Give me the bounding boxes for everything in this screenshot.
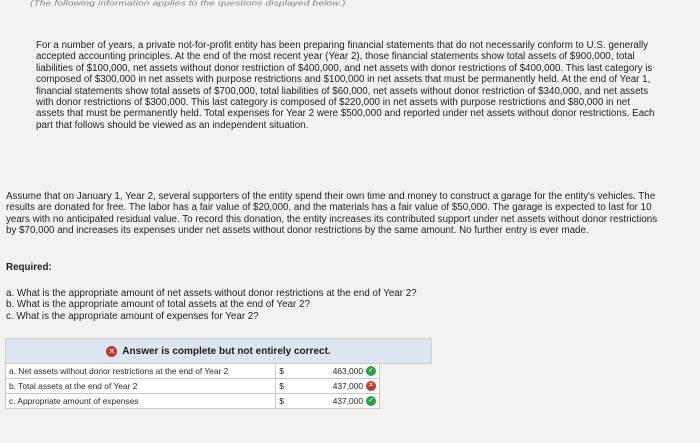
answer-row-c [6, 394, 380, 409]
question-b: b. What is the appropriate amount of total assets at the end of Year 2? [6, 299, 310, 311]
currency-symbol: $ [276, 394, 305, 409]
assumption-paragraph: Assume that on January 1, Year 2, several supporters of the entity spend their own time and money to construct a garage for the entity's vehicles. The results are donated for free. The labor has a fair value of $20,000, and the materials has a fair value of $50,000. The garage is expected to last for 10 years with no anticipated residual value. To record this donation, the entity increases its contributed support under net assets without donor restrictions by $70,000 and increases its expenses under net assets without donor restrictions by the same amount. No further entry is ever made. [6, 191, 658, 237]
question-c: c. What is the appropriate amount of expenses for Year 2? [6, 310, 259, 322]
incorrect-x-icon: ✕ [106, 346, 117, 357]
x-icon: ✕ [366, 381, 376, 391]
required-heading: Required: [6, 262, 52, 273]
question-a: a. What is the appropriate amount of net assets without donor restrictions at the end of Year 2? [6, 288, 417, 299]
answer-value[interactable]: 437,000 [332, 395, 363, 406]
answer-row-a [6, 364, 380, 379]
answer-input-b[interactable] [305, 379, 380, 394]
answer-input-a[interactable] [305, 364, 380, 379]
answer-label: a. Net assets without donor restrictions at the end of Year 2 [6, 364, 276, 379]
answer-value[interactable]: 437,000 [332, 380, 363, 391]
answer-row-b [6, 379, 380, 394]
answer-table [5, 363, 380, 409]
check-icon: ✓ [366, 366, 376, 376]
answer-label: b. Total assets at the end of Year 2 [6, 379, 276, 394]
question-list [6, 288, 666, 322]
answer-input-c[interactable] [305, 394, 380, 409]
header-instruction: (The following information applies to the questions displayed below.) [30, 0, 346, 8]
result-banner [5, 338, 432, 364]
check-icon: ✓ [366, 396, 376, 406]
answer-label: c. Appropriate amount of expenses [6, 394, 276, 409]
scenario-paragraph: For a number of years, a private not-for-profit entity has been preparing financial statements that do not necessarily conform to U.S. generally accepted accounting principles. At the end of the most recent year (Year 2), those financial statements show total assets of $900,000, total liabilities of $100,000, net assets without donor restriction of $400,000, and net assets with donor restrictions of $400,000. This last category is composed of $300,000 in net assets with purpose restrictions and $100,000 in net assets that must be permanently held. At the end of Year 1, financial statements show total assets of $700,000, total liabilities of $60,000, net assets without donor restriction of $340,000, and net assets with donor restrictions of $300,000. This last category is composed of $220,000 in net assets with purpose restrictions and $80,000 in net assets that must be permanently held. Total expenses for Year 2 were $500,000 and reported under net assets without donor restrictions. Each part that follows should be viewed as an independent situation. [36, 40, 655, 131]
answer-value[interactable]: 463,000 [332, 365, 363, 376]
currency-symbol: $ [276, 379, 305, 394]
currency-symbol: $ [276, 364, 305, 379]
banner-text: Answer is complete but not entirely correct. [122, 345, 331, 357]
